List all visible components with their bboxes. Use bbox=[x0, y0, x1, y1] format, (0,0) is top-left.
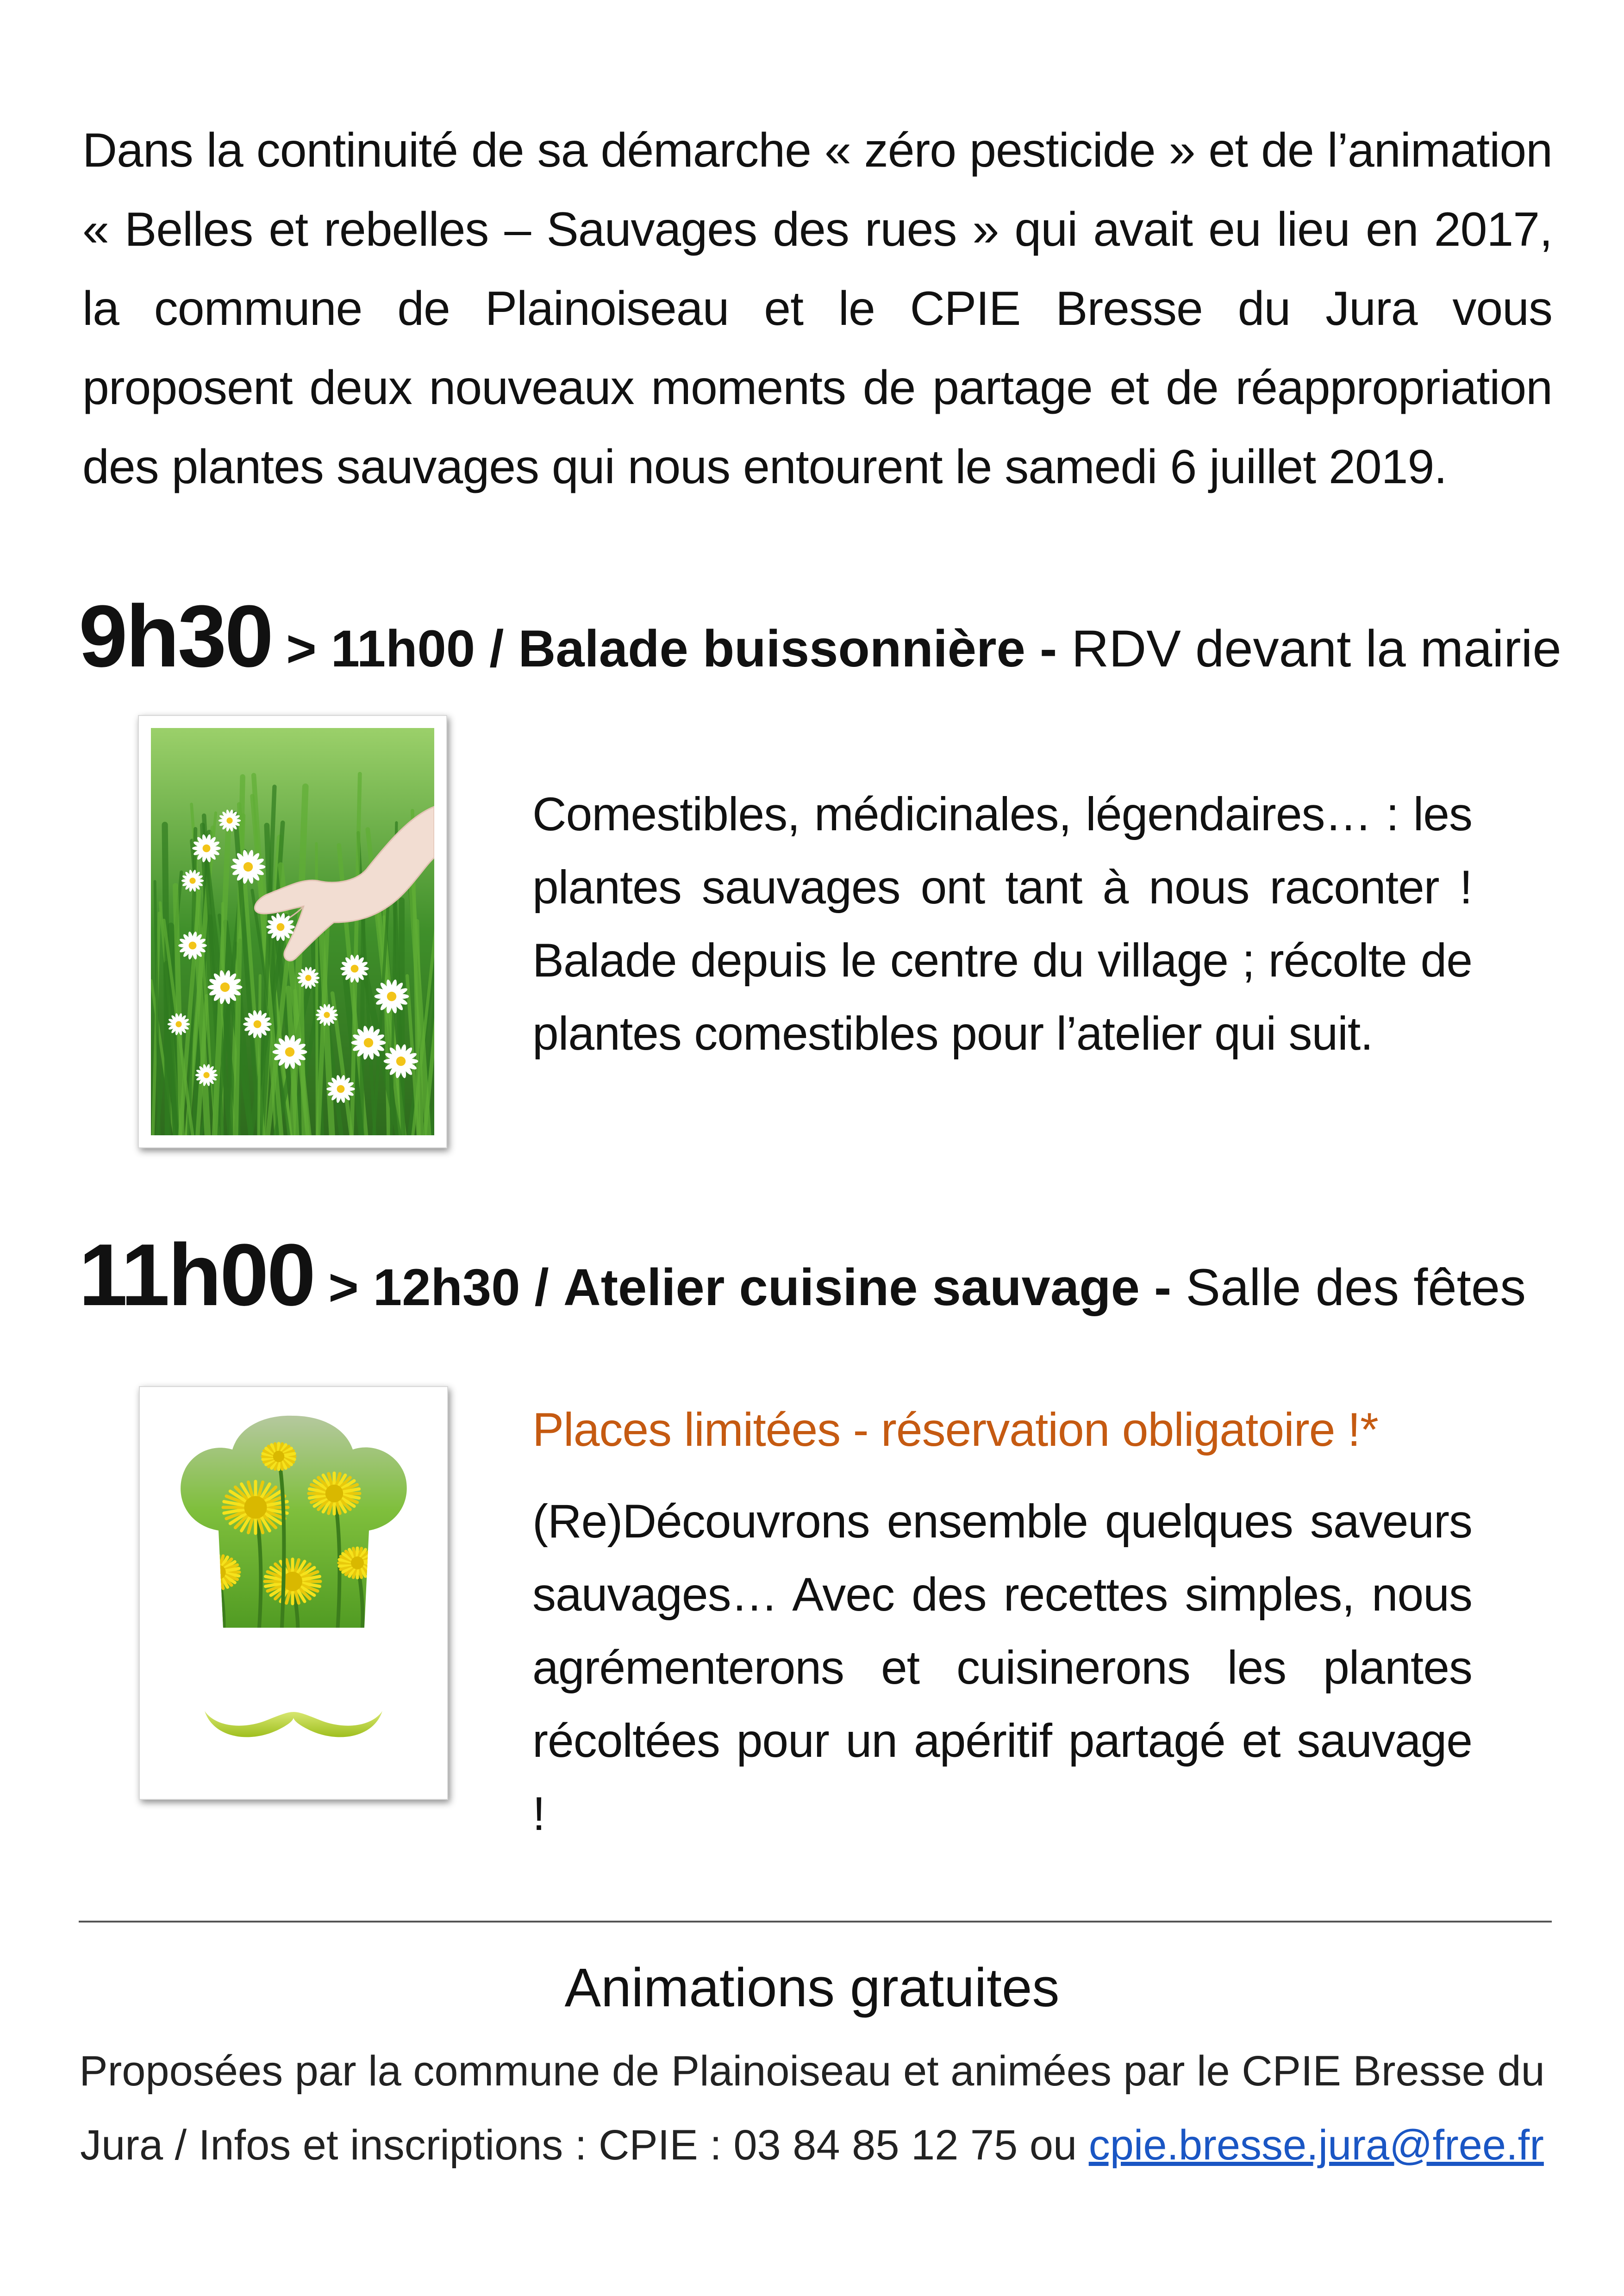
footer-contact-text: Jura / Infos et inscriptions : CPIE : 03 84 85 12 75 ou bbox=[80, 2122, 1077, 2169]
event-2-start-time: 11h00 bbox=[79, 1226, 314, 1324]
footer-divider bbox=[79, 1921, 1552, 1923]
event-1-photo-frame bbox=[138, 715, 447, 1148]
event-1-end-time: > 11h00 / bbox=[286, 620, 504, 678]
event-1-start-time: 9h30 bbox=[79, 587, 272, 685]
event-1-location: RDV devant la mairie bbox=[1071, 620, 1562, 678]
hand-picking-daisies-photo bbox=[151, 728, 434, 1135]
event-2-location: Salle des fêtes bbox=[1186, 1258, 1526, 1316]
event-2-heading bbox=[79, 1226, 1526, 1327]
chef-hat-and-mustache-dandelion-illustration bbox=[140, 1387, 447, 1799]
footer-line-2 bbox=[0, 2110, 1624, 2180]
event-1-description-block bbox=[532, 778, 1472, 1070]
event-2-title: Atelier cuisine sauvage - bbox=[563, 1258, 1172, 1316]
event-2-end-time: > 12h30 / bbox=[328, 1258, 549, 1316]
daisy-meadow-image bbox=[151, 728, 434, 1135]
footer-title: Animations gratuites bbox=[564, 1957, 1060, 2018]
footer-line-1: Proposées par la commune de Plainoiseau et animées par le CPIE Bresse du bbox=[79, 2047, 1545, 2095]
intro-text: Dans la continuité de sa démarche « zéro pesticide » et de l’animation « Belles et rebelles – Sauvages des rues » qui avait eu lieu en 2017, la commune de Plainoiseau et le CPIE Bresse du Jura vous proposent deux nouveaux moments de partage et de réappropriation des plantes sauvages qui nous entourent le samedi 6 juillet 2019. bbox=[82, 124, 1552, 494]
event-1-heading bbox=[79, 587, 1562, 688]
event-2-description-block bbox=[532, 1393, 1472, 1850]
event-1-title: Balade buissonnière - bbox=[518, 620, 1057, 678]
contact-email-link[interactable]: cpie.bresse.jura@free.fr bbox=[1088, 2122, 1544, 2169]
mustache-icon bbox=[205, 1711, 382, 1737]
event-2-description: (Re)Découvrons ensemble quelques saveurs sauvages… Avec des recettes simples, nous agrémenterons et cuisinerons les plantes récoltées pour un apéritif partagé et sauvage ! bbox=[532, 1495, 1472, 1840]
event-1-description: Comestibles, médicinales, légendaires… : les plantes sauvages ont tant à nous raconter ! Balade depuis le centre du village ; récolte de plantes comestibles pour l’atelier qui suit. bbox=[532, 788, 1472, 1060]
reservation-notice: Places limitées - réservation obligatoire !* bbox=[532, 1403, 1378, 1456]
intro-paragraph bbox=[82, 111, 1552, 507]
event-2-illustration-frame bbox=[139, 1386, 448, 1800]
chef-hat-icon bbox=[140, 1387, 447, 1799]
